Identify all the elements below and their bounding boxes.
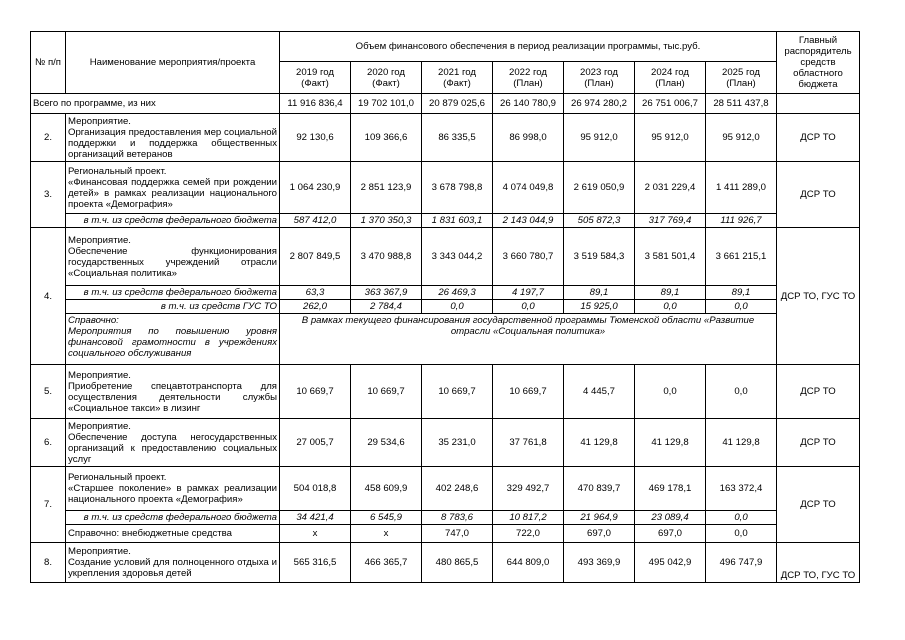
item-value: 565 316,5 [280,543,351,583]
item-value: 1 064 230,9 [280,162,351,214]
gus-label: в т.ч. из средств ГУС ТО [66,300,280,314]
table-row-gus [31,300,860,314]
item-value: 644 809,0 [493,543,564,583]
item-name: Региональный проект. «Финансовая поддержка семей при рождении детей» в рамках реализации национального проекта «Демография» [66,162,280,214]
item-value: 469 178,1 [635,467,706,511]
federal-value: 317 769,4 [635,214,706,228]
item-value: 95 912,0 [635,114,706,162]
item-num: 7. [31,467,66,543]
item-name: Мероприятие. Организация предоставления мер социальной поддержки и поддержка общественных организаций ветеранов [66,114,280,162]
item-value: 458 609,9 [351,467,422,511]
item-num: 4. [31,228,66,365]
extrabudget-label: Справочно: внебюджетные средства [66,525,280,543]
gus-value: 15 925,0 [564,300,635,314]
federal-value: 89,1 [706,286,777,300]
federal-value: 89,1 [635,286,706,300]
item-num: 6. [31,419,66,467]
item-value: 496 747,9 [706,543,777,583]
item-value: 109 366,6 [351,114,422,162]
federal-value: 10 817,2 [493,511,564,525]
item-value: 95 912,0 [706,114,777,162]
header-row-top [31,32,860,62]
total-value: 19 702 101,0 [351,94,422,114]
item-value: 4 074 049,8 [493,162,564,214]
federal-value: 6 545,9 [351,511,422,525]
federal-value: 26 469,3 [422,286,493,300]
item-num: 3. [31,162,66,228]
federal-label: в т.ч. из средств федерального бюджета [66,214,280,228]
federal-value: 2 143 044,9 [493,214,564,228]
item-value: 0,0 [635,365,706,419]
total-value: 28 511 437,8 [706,94,777,114]
total-label: Всего по программе, из них [31,94,280,114]
extrabudget-value: 722,0 [493,525,564,543]
header-year: 2019 год (Факт) [280,62,351,94]
federal-value: 8 783,6 [422,511,493,525]
total-value: 26 140 780,9 [493,94,564,114]
item-value: 10 669,7 [422,365,493,419]
item-name: Мероприятие. Обеспечение доступа негосударственных организаций к предоставлению социальных услуг [66,419,280,467]
gus-value: 0,0 [635,300,706,314]
header-name: Наименование мероприятия/проекта [66,32,280,94]
table-row [31,162,860,214]
gus-value: 2 784,4 [351,300,422,314]
item-distributor: ДСР ТО [777,467,860,543]
item-value: 0,0 [706,365,777,419]
item-value: 3 581 501,4 [635,228,706,286]
table-row [31,114,860,162]
item-value: 2 619 050,9 [564,162,635,214]
item-distributor: ДСР ТО, ГУС ТО [777,543,860,583]
total-value: 26 751 006,7 [635,94,706,114]
item-distributor: ДСР ТО [777,162,860,228]
header-volume: Объем финансового обеспечения в период реализации программы, тыс.руб. [280,32,777,62]
extrabudget-value: 0,0 [706,525,777,543]
federal-value: 4 197,7 [493,286,564,300]
item-value: 2 851 123,9 [351,162,422,214]
item-value: 41 129,8 [635,419,706,467]
federal-value: 63,3 [280,286,351,300]
federal-value: 363 367,9 [351,286,422,300]
item-name: Мероприятие. Создание условий для полноценного отдыха и укрепления здоровья детей [66,543,280,583]
gus-value: 0,0 [493,300,564,314]
federal-value: 111 926,7 [706,214,777,228]
item-value: 92 130,6 [280,114,351,162]
total-row [31,94,860,114]
item-distributor: ДСР ТО [777,419,860,467]
item-value: 163 372,4 [706,467,777,511]
budget-table [30,31,860,583]
item-value: 2 807 849,5 [280,228,351,286]
extrabudget-value: х [280,525,351,543]
item-value: 1 411 289,0 [706,162,777,214]
reference-text: В рамках текущего финансирования государственной программы Тюменской области «Развитие отрасли «Социальная политика» [280,314,777,365]
item-value: 41 129,8 [706,419,777,467]
extrabudget-value: 697,0 [635,525,706,543]
item-num: 5. [31,365,66,419]
extrabudget-value: 697,0 [564,525,635,543]
federal-label: в т.ч. из средств федерального бюджета [66,511,280,525]
item-value: 3 343 044,2 [422,228,493,286]
federal-value: 0,0 [706,511,777,525]
reference-label: Справочно: Мероприятия по повышению уровня финансовой грамотности в учреждениях социального обслуживания [66,314,280,365]
item-distributor: ДСР ТО, ГУС ТО [777,228,860,365]
header-year: 2025 год (План) [706,62,777,94]
header-year: 2024 год (План) [635,62,706,94]
gus-value: 0,0 [422,300,493,314]
table-row [31,228,860,286]
total-value: 20 879 025,6 [422,94,493,114]
table-row [31,543,860,583]
item-value: 2 031 229,4 [635,162,706,214]
header-year: 2022 год (План) [493,62,564,94]
federal-value: 34 421,4 [280,511,351,525]
header-distributor: Главный распорядитель средств областного бюджета [777,32,860,94]
item-name: Мероприятие. Обеспечение функционирования государственных учреждений отрасли «Социальная политика» [66,228,280,286]
item-num: 8. [31,543,66,583]
item-value: 495 042,9 [635,543,706,583]
header-year: 2020 год (Факт) [351,62,422,94]
item-distributor: ДСР ТО [777,114,860,162]
item-value: 402 248,6 [422,467,493,511]
header-num: № п/п [31,32,66,94]
federal-value: 89,1 [564,286,635,300]
table-row-extrabudget [31,525,860,543]
item-value: 41 129,8 [564,419,635,467]
item-value: 3 661 215,1 [706,228,777,286]
federal-value: 505 872,3 [564,214,635,228]
item-value: 329 492,7 [493,467,564,511]
extrabudget-value: х [351,525,422,543]
gus-value: 262,0 [280,300,351,314]
header-year: 2023 год (План) [564,62,635,94]
item-value: 37 761,8 [493,419,564,467]
item-name: Региональный проект. «Старшее поколение» в рамках реализации национального проекта «Демография» [66,467,280,511]
total-distributor [777,94,860,114]
item-value: 3 660 780,7 [493,228,564,286]
federal-value: 1 370 350,3 [351,214,422,228]
extrabudget-value: 747,0 [422,525,493,543]
item-distributor: ДСР ТО [777,365,860,419]
item-value: 86 998,0 [493,114,564,162]
federal-value: 1 831 603,1 [422,214,493,228]
federal-value: 587 412,0 [280,214,351,228]
table-row [31,467,860,511]
item-value: 504 018,8 [280,467,351,511]
table-row [31,365,860,419]
total-value: 26 974 280,2 [564,94,635,114]
item-value: 466 365,7 [351,543,422,583]
item-value: 10 669,7 [280,365,351,419]
table-row-reference [31,314,860,365]
table-row [31,419,860,467]
federal-value: 23 089,4 [635,511,706,525]
item-value: 27 005,7 [280,419,351,467]
header-year: 2021 год (Факт) [422,62,493,94]
item-value: 3 519 584,3 [564,228,635,286]
item-value: 470 839,7 [564,467,635,511]
item-value: 10 669,7 [493,365,564,419]
federal-label: в т.ч. из средств федерального бюджета [66,286,280,300]
item-value: 3 470 988,8 [351,228,422,286]
item-value: 86 335,5 [422,114,493,162]
item-value: 29 534,6 [351,419,422,467]
table-row-federal [31,286,860,300]
table-row-federal [31,214,860,228]
federal-value: 21 964,9 [564,511,635,525]
gus-value: 0,0 [706,300,777,314]
item-value: 493 369,9 [564,543,635,583]
item-value: 4 445,7 [564,365,635,419]
table-row-federal [31,511,860,525]
item-value: 10 669,7 [351,365,422,419]
item-value: 35 231,0 [422,419,493,467]
item-name: Мероприятие. Приобретение спецавтотранспорта для осуществления деятельности службы «Социальное такси» в лизинг [66,365,280,419]
item-num: 2. [31,114,66,162]
item-value: 3 678 798,8 [422,162,493,214]
item-value: 95 912,0 [564,114,635,162]
total-value: 11 916 836,4 [280,94,351,114]
item-value: 480 865,5 [422,543,493,583]
